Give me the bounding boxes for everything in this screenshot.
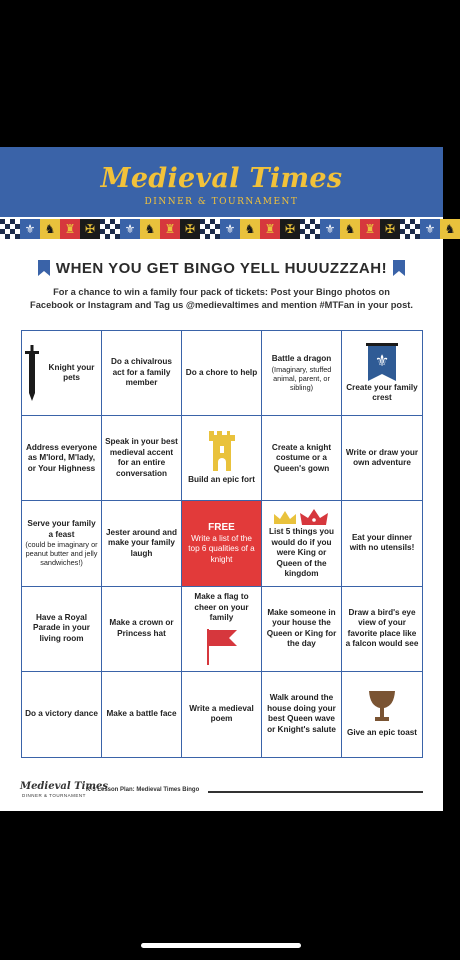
header-banner [0,147,443,217]
bingo-cell-own-adventure: Write or draw your own adventure [342,416,422,501]
bingo-cell-medieval-poem: Write a medieval poem [182,672,262,757]
pattern-tile: ✠ [80,219,100,239]
bingo-cell-victory-dance: Do a victory dance [22,672,102,757]
cell-note: (Imaginary, stuffed animal, parent, or sibling) [271,364,332,392]
instructions-line-1: For a chance to win a family four pack of tickets: Post your Bingo photos on [53,287,390,297]
home-indicator-bar[interactable] [141,943,301,948]
footer-logo-subtitle: DINNER & TOURNAMENT [22,793,86,798]
bingo-cell-family-feast: Serve your family a feast (could be imaginary or peanut butter and jelly sandwiches!) [22,501,102,586]
pattern-tile: ⚜ [120,219,140,239]
pattern-tile: ♞ [140,219,160,239]
instructions-line-2: Facebook or Instagram and Tag us @medievaltimes and mention #MTFan in your post. [30,300,413,310]
svg-text:⚜: ⚜ [374,350,390,370]
bingo-cell-battle-dragon: Battle a dragon (Imaginary, stuffed animal, parent, or sibling) [262,331,342,416]
bingo-document [0,147,456,811]
pattern-tile: ⚜ [220,219,240,239]
left-pennant-icon [38,260,50,276]
pattern-tile: ✠ [380,219,400,239]
pattern-tile: ⚜ [320,219,340,239]
pattern-tile: ♜ [260,219,280,239]
pattern-tile: ✠ [280,219,300,239]
pattern-tile: ♞ [340,219,360,239]
footer-logo: Medieval Times [20,781,108,792]
pattern-tile: ⚜ [420,219,440,239]
red-flag-icon [205,627,239,665]
brand-logo-subtitle: DINNER & TOURNAMENT [144,197,299,207]
bingo-cell-chore: Do a chore to help [182,331,262,416]
pattern-tile: ♞ [240,219,260,239]
goblet-icon [367,690,397,724]
crowns-icon [272,507,332,527]
pattern-tile: ♞ [440,219,460,239]
pattern-tile [400,219,420,239]
page-heading: WHEN YOU GET BINGO YELL HUUUZZZAH! [55,259,388,277]
footer-lesson-plan-label: K-3 Lesson Plan: Medieval Times Bingo [86,787,200,793]
contest-instructions [20,286,423,312]
pattern-tile [200,219,220,239]
pattern-tile: ♞ [40,219,60,239]
bingo-cell-royal-parade: Have a Royal Parade in your living room [22,587,102,672]
heading-row [0,257,443,279]
pattern-tile [0,219,20,239]
pattern-tile: ♜ [160,219,180,239]
bingo-cell-address-everyone: Address everyone as M'lord, M'lady, or Your Highness [22,416,102,501]
bingo-cell-knight-costume: Create a knight costume or a Queen's gown [262,416,342,501]
bingo-cell-chivalrous-act: Do a chivalrous act for a family member [102,331,182,416]
castle-tower-icon [209,431,235,471]
pattern-tile: ♜ [60,219,80,239]
bingo-cell-birds-eye-view: Draw a bird's eye view of your favorite place like a falcon would see [342,587,422,672]
bingo-cell-knight-pets: Knight your pets [22,331,102,416]
page-footer [20,781,423,801]
bingo-cell-queen-king-day: Make someone in your house the Queen or King for the day [262,587,342,672]
sword-icon [25,345,39,401]
bingo-cell-jester-around: Jester around and make your family laugh [102,501,182,586]
footer-divider [208,791,423,793]
bingo-cell-epic-fort: Build an epic fort [182,416,262,501]
pattern-tile [300,219,320,239]
bingo-cell-queen-wave: Walk around the house doing your best Queen wave or Knight's salute [262,672,342,757]
bingo-cell-make-flag: Make a flag to cheer on your family [182,587,262,672]
bingo-grid [21,330,423,758]
bingo-cell-family-crest: ⚜ Create your family crest [342,331,422,416]
bingo-cell-free-space: FREE Write a list of the top 6 qualities of a knight [182,501,262,586]
bingo-cell-crown-hat: Make a crown or Princess hat [102,587,182,672]
bingo-cell-no-utensils: Eat your dinner with no utensils! [342,501,422,586]
bingo-cell-medieval-accent: Speak in your best medieval accent for an entire conversation [102,416,182,501]
pattern-tile: ✠ [180,219,200,239]
brand-logo-title: Medieval Times [100,163,343,194]
bingo-cell-battle-face: Make a battle face [102,672,182,757]
right-pennant-icon [393,260,405,276]
cell-note: (could be imaginary or peanut butter and jelly sandwiches!) [25,540,98,568]
free-space-title: FREE [208,521,235,533]
pattern-tile [100,219,120,239]
bingo-cell-king-queen-list: List 5 things you would do if you were King or Queen of the kingdom [262,501,342,586]
banner-crest-icon [362,343,402,383]
heraldic-pattern-strip [0,219,456,239]
pattern-tile: ⚜ [20,219,40,239]
pattern-tile: ♜ [360,219,380,239]
bingo-cell-epic-toast: Give an epic toast [342,672,422,757]
